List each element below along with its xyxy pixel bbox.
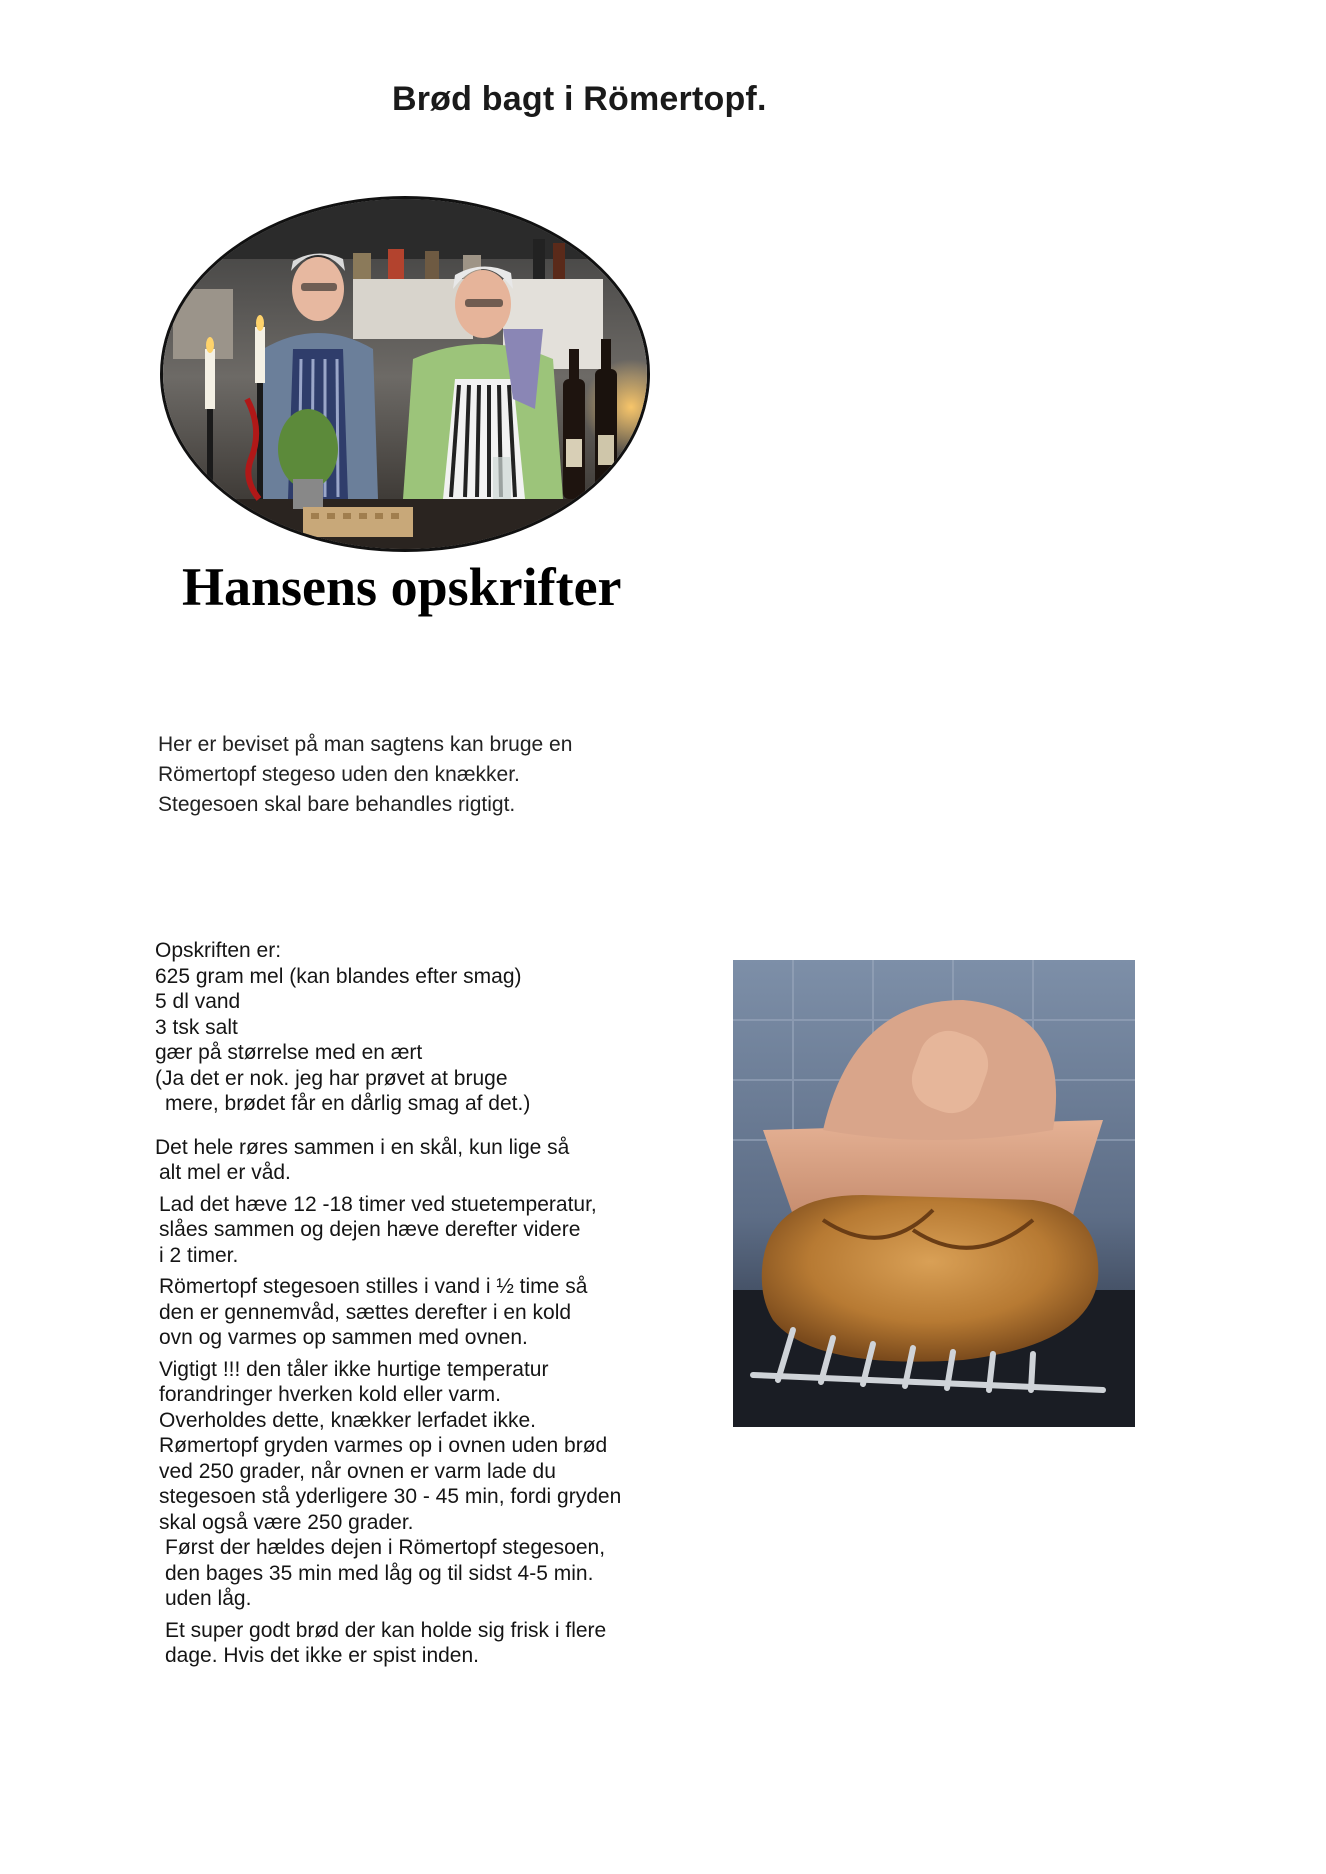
page-title: Brød bagt i Römertopf. <box>392 80 767 118</box>
ingredient-line: gær på størrelse med en ært <box>155 1041 423 1064</box>
recipe-text <box>155 938 675 1669</box>
chefs-photo <box>160 196 650 552</box>
ingredient-line: mere, brødet får en dårlig smag af det.) <box>165 1092 531 1115</box>
step-line: Det hele røres sammen i en skål, kun lige så <box>155 1135 570 1159</box>
step-line: stegesoen stå yderligere 30 - 45 min, fordi gryden <box>159 1485 622 1508</box>
step-line: ved 250 grader, når ovnen er varm lade du <box>159 1459 556 1483</box>
step-line: skal også være 250 grader. <box>159 1510 414 1534</box>
step-line: alt mel er våd. <box>159 1161 291 1184</box>
step-line: Overholdes dette, knækker lerfadet ikke. <box>159 1408 537 1432</box>
bread-photo <box>733 960 1135 1427</box>
step-line: Et super godt brød der kan holde sig frisk i flere <box>165 1618 607 1642</box>
step-line: Vigtigt !!! den tåler ikke hurtige temperatur <box>159 1357 549 1381</box>
step-line: dage. Hvis det ikke er spist inden. <box>165 1644 479 1667</box>
step-line: slåes sammen og dejen hæve derefter videre <box>159 1218 581 1241</box>
step-line: den er gennemvåd, sættes derefter i en kold <box>159 1300 572 1324</box>
intro-line: Stegesoen skal bare behandles rigtigt. <box>158 793 516 816</box>
ingredient-line: 5 dl vand <box>155 990 241 1013</box>
intro-text <box>158 730 572 820</box>
step-line: Rømertopf gryden varmes op i ovnen uden brød <box>159 1434 608 1457</box>
step-line: Først der hældes dejen i Römertopf stegesoen, <box>165 1536 606 1559</box>
brand-title: Hansens opskrifter <box>182 557 622 617</box>
recipe-heading: Opskriften er: <box>155 939 282 962</box>
step-line: ovn og varmes op sammen med ovnen. <box>159 1326 528 1349</box>
intro-line: Her er beviset på man sagtens kan bruge en <box>158 733 573 756</box>
step-line: Lad det hæve 12 -18 timer ved stuetemperatur, <box>159 1192 597 1216</box>
step-line: forandringer hverken kold eller varm. <box>159 1383 501 1406</box>
ingredient-line: 625 gram mel (kan blandes efter smag) <box>155 964 522 988</box>
step-line: Römertopf stegesoen stilles i vand i ½ time så <box>159 1275 588 1298</box>
step-line: den bages 35 min med låg og til sidst 4-5 min. <box>165 1561 594 1585</box>
step-line: i 2 timer. <box>159 1243 239 1267</box>
ingredient-line: (Ja det er nok. jeg har prøvet at bruge <box>155 1066 508 1090</box>
step-line: uden låg. <box>165 1587 252 1610</box>
intro-line: Römertopf stegeso uden den knækker. <box>158 763 520 786</box>
ingredient-line: 3 tsk salt <box>155 1015 238 1039</box>
